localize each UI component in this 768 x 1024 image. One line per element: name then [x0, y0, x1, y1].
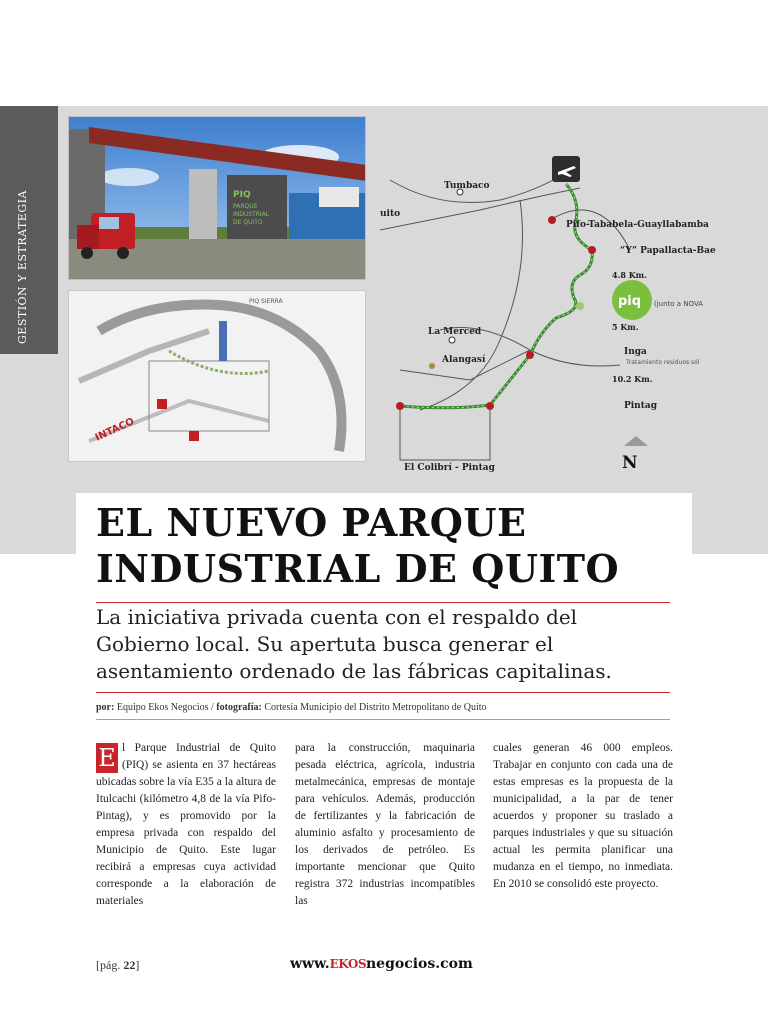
- place-papallacta: “Y” Papallacta-Bae: [620, 246, 716, 256]
- route-km-1: 4.8 Km.: [612, 270, 647, 280]
- piq-logo-label: piq: [618, 294, 642, 309]
- body-column-2-text: para la construcción, maquinaria pesada eléctrica, agrícola, industria metalmecánica, empresas de montaje para vehículos. Además, producción de fertilizantes y la fabricación de aluminio asfalto y procesamiento de los derivados de petróleo. Es importante mencionar que Quito registra 372 industrias incompatibles las: [295, 742, 475, 907]
- page-suffix: ]: [135, 958, 140, 972]
- route-map: [380, 150, 768, 480]
- credits-divider: [96, 719, 670, 720]
- credits-photo-value: Cortesía Municipio del Distrito Metropolitano de Quito: [264, 702, 487, 713]
- article-subtitle: La iniciativa privada cuenta con el respaldo del Gobierno local. Su apertuta busca generar el asentamiento ordenado de las fábricas capitalinas.: [96, 605, 612, 683]
- url-brand: EKOS: [329, 957, 366, 971]
- url-prefix: www.: [290, 956, 330, 972]
- place-pintag: Pintag: [624, 401, 658, 411]
- page-prefix: [pág.: [96, 958, 121, 972]
- article-title: [96, 500, 696, 592]
- website-url[interactable]: [290, 956, 473, 972]
- place-alangasi: Alangasí: [442, 355, 486, 365]
- plan-brand-label: INTACO: [93, 416, 137, 444]
- place-residuos: Tratamiento residuos sól: [626, 359, 700, 366]
- place-la-merced: La Merced: [428, 327, 482, 337]
- url-suffix: negocios.com: [366, 956, 473, 972]
- body-column-2: [295, 740, 475, 910]
- credits-by-value: Equipo Ekos Negocios /: [116, 702, 214, 713]
- route-km-3: 10.2 Km.: [612, 374, 653, 384]
- plan-top-label: PIQ SIERRA: [249, 298, 283, 305]
- place-quito: uito: [380, 209, 401, 219]
- article-credits: [96, 702, 487, 713]
- drop-cap: E: [96, 743, 118, 773]
- title-divider: [96, 602, 670, 603]
- body-column-3-text: cuales generan 46 000 empleos. Trabajar en conjunto con cada una de estas empresas es la propuesta de la municipalidad, a la par de tener acuerdos y proponer su traslado a parques industriales y que su situación actual les permita planificar una mudanza en el tiempo, no inmediata. En 2010 se consolidó este proyecto.: [493, 742, 673, 890]
- place-pifo: Pifo-Tababela-Guayllabamba: [566, 220, 709, 230]
- page-number: [96, 958, 139, 973]
- site-plan: [68, 290, 366, 462]
- north-indicator: N: [622, 453, 638, 473]
- sign-line-3: INDUSTRIAL: [233, 211, 270, 218]
- title-line-2: INDUSTRIAL DE QUITO: [96, 546, 620, 591]
- place-piq-note: (junto a NOVA: [654, 300, 704, 308]
- park-entrance-illustration: [69, 117, 366, 280]
- sign-line-2: PARQUE: [233, 203, 258, 210]
- place-inga: Inga: [624, 347, 647, 357]
- section-tab: [0, 106, 58, 354]
- title-line-1: EL NUEVO PARQUE: [96, 500, 527, 545]
- credits-photo-label: fotografía:: [216, 702, 262, 713]
- credits-by-label: por:: [96, 702, 115, 713]
- site-plan-drawing: [69, 291, 366, 462]
- subtitle-divider: [96, 692, 670, 693]
- body-column-1: [96, 740, 276, 910]
- route-map-drawing: [380, 150, 768, 480]
- route-km-2: 5 Km.: [612, 322, 639, 332]
- sign-line-1: PIQ: [233, 190, 251, 200]
- page-number-value: 22: [123, 958, 136, 972]
- section-tab-label: GESTIÓN Y ESTRATEGIA: [16, 190, 29, 344]
- sign-line-4: DE QUITO: [233, 219, 263, 226]
- place-colibri: El Colibrí - Pintag: [404, 463, 495, 473]
- body-column-1-text: l Parque Industrial de Quito (PIQ) se asienta en 37 hectáreas ubicadas sobre la vía E35 a la altura de Itulcachi (kilómetro 4,8 de la vía Pifo-Pintag), y es promovido por la empresa privada con respaldo del Municipio de Quito. Este lugar recibirá a empresas cuya actividad corresponde a la elaboración de materiales: [96, 742, 276, 907]
- park-entrance-photo: [68, 116, 366, 280]
- place-tumbaco: Tumbaco: [444, 181, 490, 191]
- body-column-3: [493, 740, 673, 893]
